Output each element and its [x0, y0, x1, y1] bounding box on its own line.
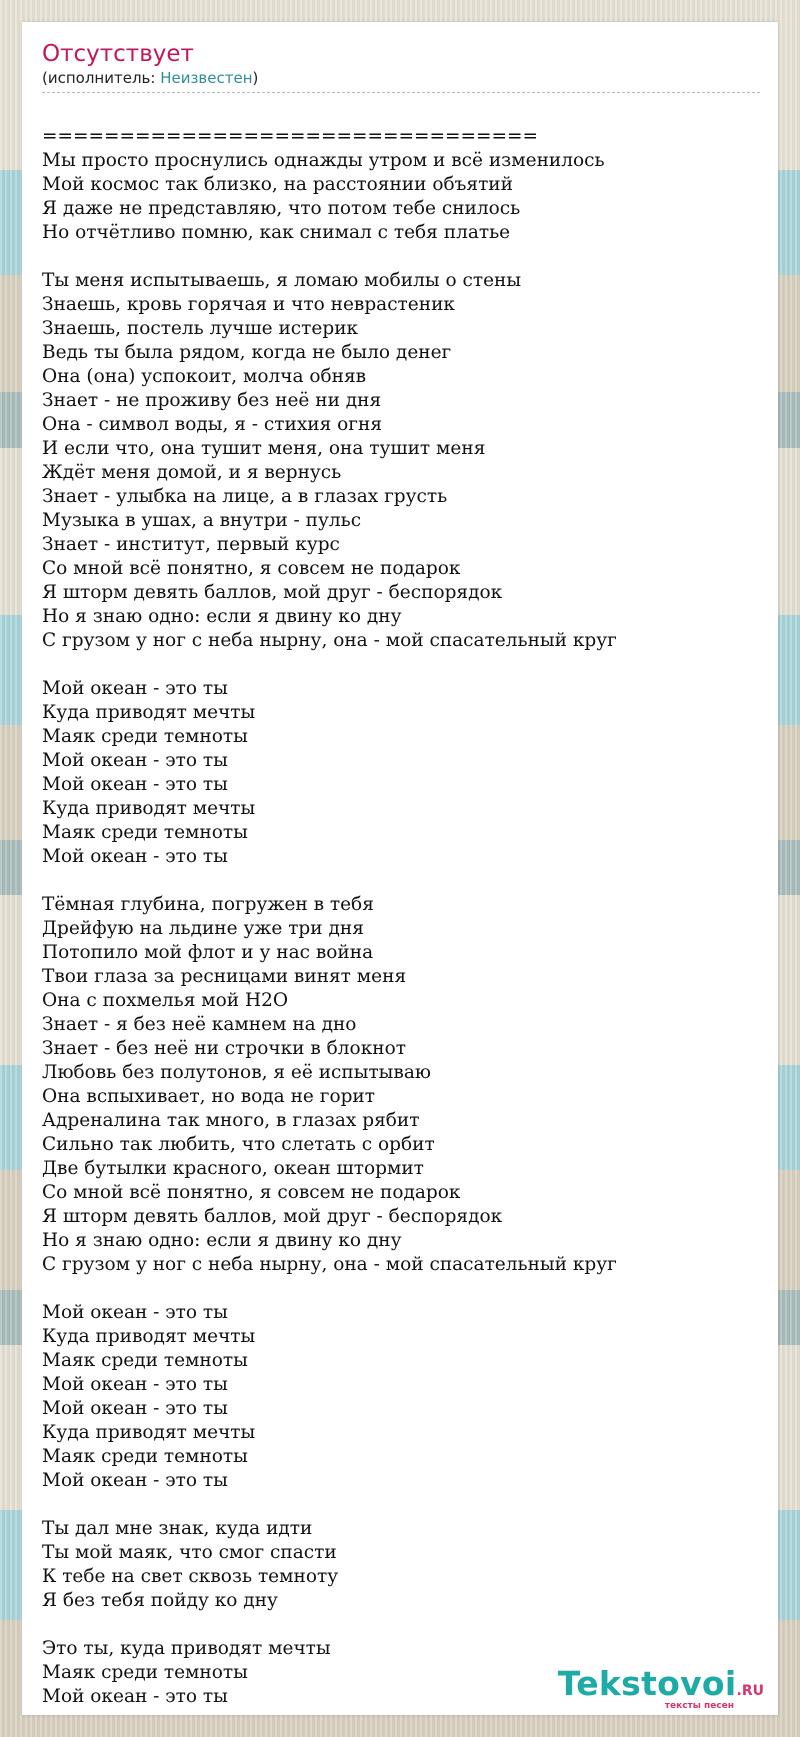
lyrics-line: Тёмная глубина, погружен в тебя: [42, 894, 374, 915]
lyrics-line: С грузом у ног с неба нырну, она - мой спасательный круг: [42, 1254, 617, 1275]
lyrics-blank-line: [42, 653, 762, 677]
lyrics-line: Мой океан - это ты: [42, 678, 228, 699]
lyrics-line: Музыка в ушах, а внутри - пульс: [42, 510, 362, 531]
lyrics-line: Ты мой маяк, что смог спасти: [42, 1542, 337, 1563]
lyrics-line: Но отчётливо помню, как снимал с тебя платье: [42, 222, 511, 243]
lyrics-line: Потопило мой флот и у нас война: [42, 942, 374, 963]
lyrics-line: Она с похмелья мой H2O: [42, 990, 289, 1011]
lyrics-line: Она (она) успокоит, молча обняв: [42, 366, 367, 387]
site-logo[interactable]: [557, 1664, 764, 1711]
lyrics-line: Мой океан - это ты: [42, 1398, 228, 1419]
lyrics-line: Ты меня испытываешь, я ломаю мобилы о стены: [42, 270, 522, 291]
lyrics-line: Маяк среди темноты: [42, 726, 248, 747]
performer-link[interactable]: Неизвестен: [160, 69, 253, 87]
lyrics-line: Мой океан - это ты: [42, 750, 228, 771]
lyrics-page: [22, 22, 778, 1715]
performer-prefix: (исполнитель:: [42, 69, 161, 87]
lyrics-line: Мы просто проснулись однажды утром и всё изменилось: [42, 150, 605, 171]
logo-tld: .RU: [736, 1683, 764, 1699]
lyrics-line: Но я знаю одно: если я двину ко дну: [42, 606, 402, 627]
lyrics-line: Адреналина так много, в глазах рябит: [42, 1110, 420, 1131]
lyrics-line: Мой океан - это ты: [42, 1686, 228, 1707]
lyrics-line: Знает - без неё ни строчки в блокнот: [42, 1038, 406, 1059]
performer-suffix: ): [252, 69, 259, 87]
lyrics-line: С грузом у ног с неба нырну, она - мой спасательный круг: [42, 630, 617, 651]
lyrics-line: Ты дал мне знак, куда идти: [42, 1518, 313, 1539]
lyrics-line: Маяк среди темноты: [42, 822, 248, 843]
lyrics-line: Знает - институт, первый курс: [42, 534, 340, 555]
lyrics-line: Мой океан - это ты: [42, 774, 228, 795]
lyrics-line: Мой океан - это ты: [42, 1470, 228, 1491]
lyrics-line: Твои глаза за ресницами винят меня: [42, 966, 407, 987]
lyrics-line: Знает - улыбка на лице, а в глазах грусть: [42, 486, 448, 507]
lyrics-line: И если что, она тушит меня, она тушит меня: [42, 438, 486, 459]
lyrics-line: Знаешь, кровь горячая и что неврастеник: [42, 294, 455, 315]
lyrics-line: Мой космос так близко, на расстоянии объятий: [42, 174, 513, 195]
lyrics-line: Она вспыхивает, но вода не горит: [42, 1086, 375, 1107]
lyrics-line: К тебе на свет сквозь темноту: [42, 1566, 339, 1587]
performer-line: [42, 68, 760, 88]
logo-tagline: тексты песен: [664, 1701, 734, 1711]
lyrics-line: Она - символ воды, я - стихия огня: [42, 414, 382, 435]
lyrics-blank-line: [42, 1277, 762, 1301]
song-title: Отсутствует: [42, 41, 194, 67]
lyrics-line: Я шторм девять баллов, мой друг - беспорядок: [42, 582, 503, 603]
lyrics-line: Любовь без полутонов, я её испытываю: [42, 1062, 431, 1083]
lyrics-line: Но я знаю одно: если я двину ко дну: [42, 1230, 402, 1251]
lyrics-line: Ждёт меня домой, и я вернусь: [42, 462, 342, 483]
lyrics-line: Это ты, куда приводят мечты: [42, 1638, 331, 1659]
lyrics-blank-line: [42, 869, 762, 893]
lyrics-line: Сильно так любить, что слетать с орбит: [42, 1134, 435, 1155]
lyrics-line: Куда приводят мечты: [42, 1326, 256, 1347]
lyrics-line: Мой океан - это ты: [42, 1302, 228, 1323]
lyrics-line: ================================: [42, 126, 539, 147]
lyrics-line: Мой океан - это ты: [42, 1374, 228, 1395]
lyrics-line: Я даже не представляю, что потом тебе снилось: [42, 198, 521, 219]
lyrics-blank-line: [42, 245, 762, 269]
lyrics-line: Дрейфую на льдине уже три дня: [42, 918, 364, 939]
lyrics-line: Куда приводят мечты: [42, 798, 256, 819]
lyrics-line: Маяк среди темноты: [42, 1662, 248, 1683]
lyrics-blank-line: [42, 1613, 762, 1637]
lyrics-line: Куда приводят мечты: [42, 1422, 256, 1443]
lyrics-line: Ведь ты была рядом, когда не было денег: [42, 342, 452, 363]
lyrics-line: Маяк среди темноты: [42, 1350, 248, 1371]
lyrics-line: Мой океан - это ты: [42, 846, 228, 867]
lyrics-line: Знает - я без неё камнем на дно: [42, 1014, 357, 1035]
lyrics-blank-line: [42, 1493, 762, 1517]
lyrics-line: Две бутылки красного, океан штормит: [42, 1158, 424, 1179]
lyrics-line: Маяк среди темноты: [42, 1446, 248, 1467]
lyrics-line: Куда приводят мечты: [42, 702, 256, 723]
lyrics-line: Я без тебя пойду ко дну: [42, 1590, 278, 1611]
lyrics-line: Со мной всё понятно, я совсем не подарок: [42, 558, 461, 579]
lyrics-line: Знаешь, постель лучше истерик: [42, 318, 359, 339]
lyrics-line: Знает - не проживу без неё ни дня: [42, 390, 382, 411]
song-header: [42, 40, 760, 93]
lyrics-line: Я шторм девять баллов, мой друг - беспорядок: [42, 1206, 503, 1227]
logo-name: Tekstovoi: [557, 1664, 737, 1703]
lyrics-line: Со мной всё понятно, я совсем не подарок: [42, 1182, 461, 1203]
lyrics-text: [42, 125, 762, 1709]
